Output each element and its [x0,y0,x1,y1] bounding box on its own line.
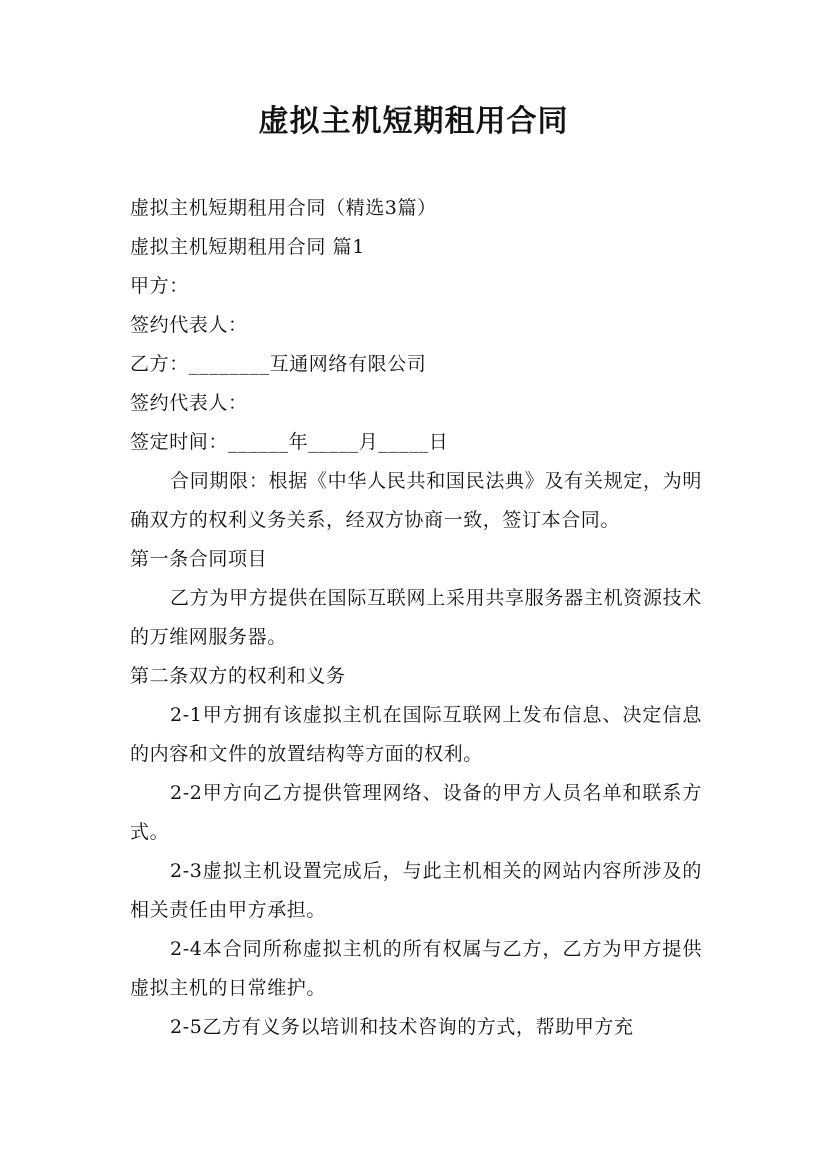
article-2-heading: 第二条双方的权利和义务 [130,665,346,687]
article-1-heading: 第一条合同项目 [130,548,268,570]
clause-2-4: 2-4本合同所称虚拟主机的所有权属与乙方，乙方为甲方提供虚拟主机的日常维护。 [130,938,702,999]
clause-2-5: 2-5乙方有义务以培训和技术咨询的方式，帮助甲方充 [170,1016,634,1038]
document-title: 虚拟主机短期租用合同 [258,104,569,139]
clause-2-1: 2-1甲方拥有该虚拟主机在国际互联网上发布信息、决定信息的内容和文件的放置结构等方面的权利。 [130,704,702,765]
subtitle: 虚拟主机短期租用合同（精选3篇） [130,197,437,219]
sign-date: 签定时间：______年_____月_____日 [130,431,449,453]
party-a: 甲方： [130,275,189,297]
article-1-text: 乙方为甲方提供在国际互联网上采用共享服务器主机资源技术的万维网服务器。 [130,587,702,648]
party-a-representative: 签约代表人： [130,314,248,336]
party-b: 乙方：________互通网络有限公司 [130,353,427,375]
clause-2-3: 2-3虚拟主机设置完成后，与此主机相关的网站内容所涉及的相关责任由甲方承担。 [130,860,702,921]
clause-2-2: 2-2甲方向乙方提供管理网络、设备的甲方人员名单和联系方式。 [130,782,702,843]
party-b-representative: 签约代表人： [130,392,248,414]
document-body [130,189,702,1047]
chapter-heading: 虚拟主机短期租用合同 篇1 [130,236,365,258]
contract-intro: 合同期限：根据《中华人民共和国民法典》及有关规定，为明确双方的权利义务关系，经双方协商一致，签订本合同。 [130,470,702,531]
